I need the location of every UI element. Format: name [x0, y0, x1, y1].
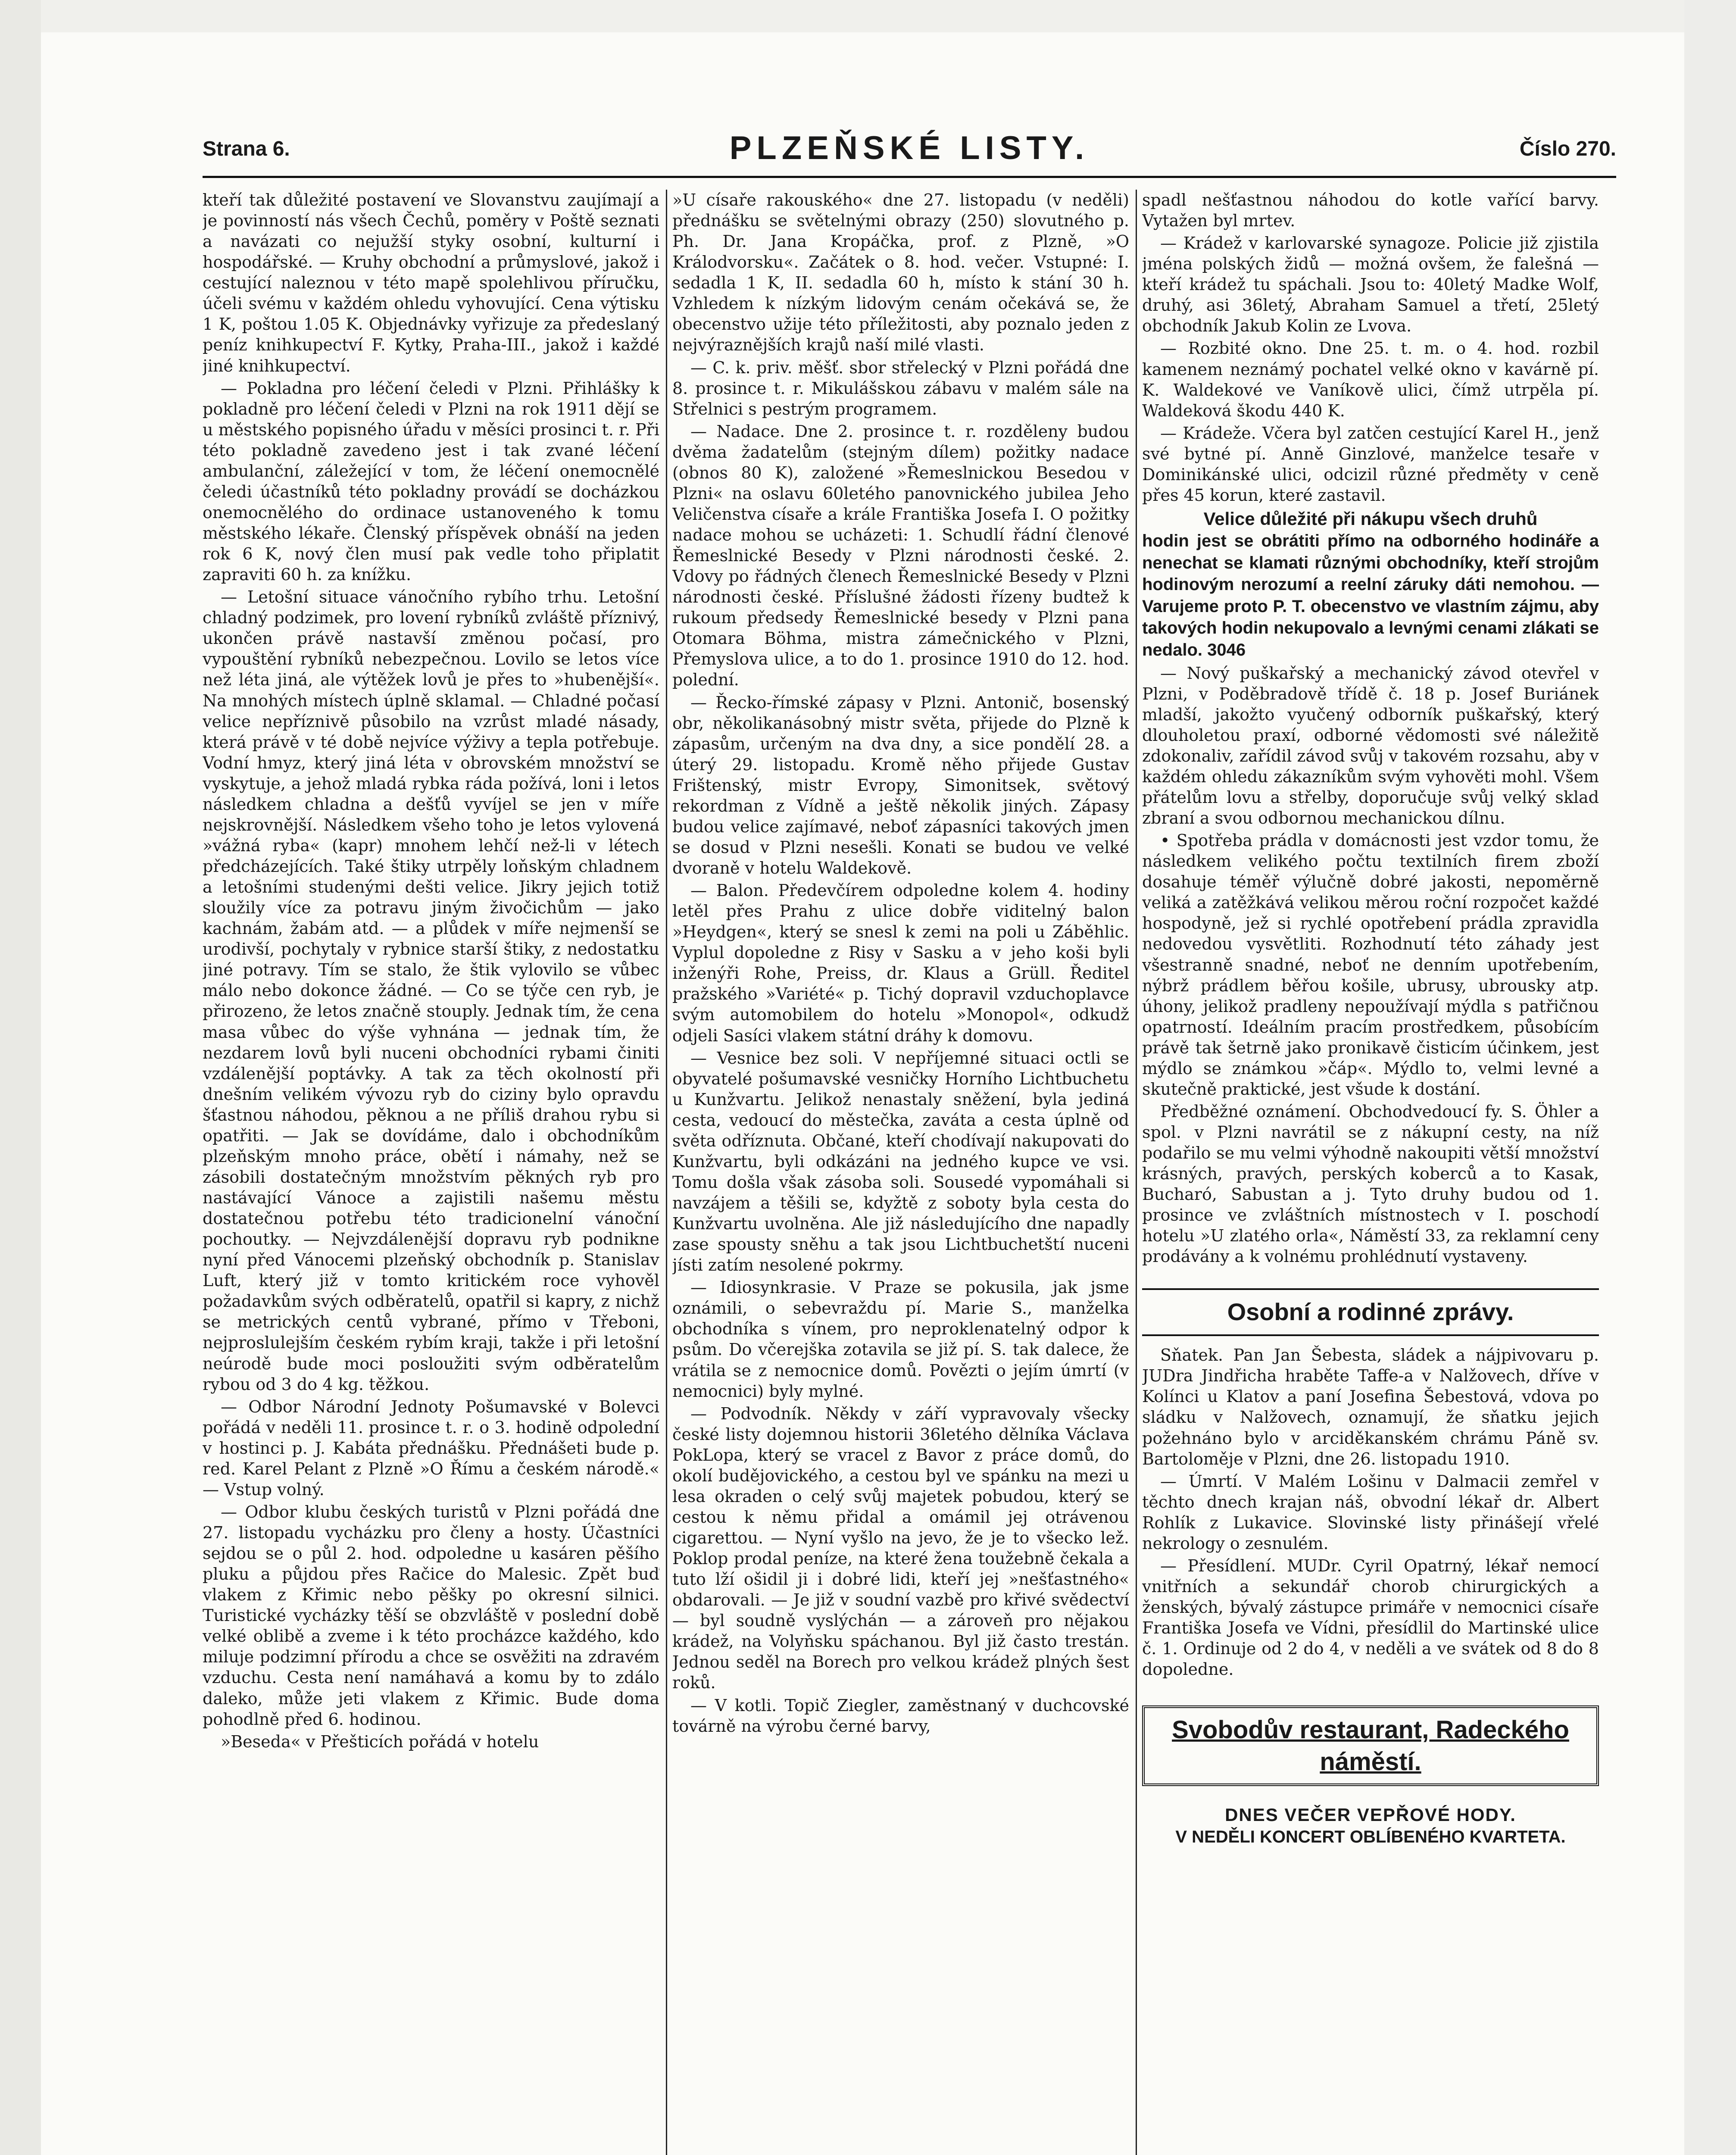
restaurant-advert-box [1142, 1705, 1599, 1786]
article-paragraph: Sňatek. Pan Jan Šebesta, sládek a nájpivovaru p. JUDra Jindřicha hraběte Taffe-a v Nalžovech, dříve v Kolínci u Klatov a paní Josefina Šebestová, vdova po sládku v Nalžovech, oznamují, že sňatku jejich požehnáno bylo v arciděkanském chrámu Páně sv. Bartoloměje v Plzni, dne 26. listopadu 1910. [1142, 1346, 1599, 1468]
article-paragraph: — Podvodník. Někdy v září vypravovaly všecky české listy dojemnou historii 36letého dělníka Václava PokLopa, který se vracel z Bavor z práce domů, do okolí budějovického, a cestou byl ve spánku na mezi u lesa okraden o celý svůj majetek pobudou, který se cestou k němu přidal a omámil jej otrávenou cigarettou. — Nyní vyšlo na jevo, že je to všecko lež. Poklop prodal peníze, na které žena toužebně čekala a tuto lží ošidil ji i dobré lidi, kteří jej »nešťastného« obdarovali. — Je již v soudní vazbě pro křivé svědectví — byl soudně vyslýchán — a zároveň pro nějakou krádež, na Volyňsku spáchanou. Byl již často trestán. Jednou seděl na Borech pro velkou krádež plných šest roků. [672, 1404, 1129, 1693]
article-paragraph: — Pokladna pro léčení čeledi v Plzni. Přihlášky k pokladně pro léčení čeledi v Plzni na rok 1911 dějí se u městského popisného úřadu v měsíci prosinci t. r. Při této pokladně zavedeno jest i tak zvané léčení ambulanční, záležející v tom, že léčení onemocnělé čeledi účastníků této pokladny provádí se docházkou onemocnělého do ordinace ustanoveného k tomu městského lékaře. Členský příspěvek obnáší na jeden rok 6 K, nový člen musí pak vedle toho připlatit zapraviti 60 h. za knížku. [203, 378, 659, 584]
article-paragraph: — C. k. priv. měšť. sbor střelecký v Plzni pořádá dne 8. prosince t. r. Mikulášskou zábavu v malém sále na Střelnici s pestrým programem. [672, 358, 1129, 419]
column-divider [666, 190, 667, 2155]
article-paragraph: — Úmrtí. V Malém Lošinu v Dalmacii zemřel v těchto dnech krajan náš, obvodní lékař dr. Albert Rohlík z Lukavice. Slovinské listy přinášejí vřelé nekrology o zesnulém. [1142, 1471, 1599, 1553]
advert-line: DNES VEČER VEPŘOVÉ HODY. [1225, 1804, 1516, 1825]
advert-body: hodin jest se obrátiti přímo na odborného hodináře a nenechat se klamati různými obchodníky, kteří strojům hodinovým nerozumí a reelní záruky dáti nemohou. — Varujeme proto P. T. obecenstvo ve vlastním zájmu, aby takových hodin nekupovalo a levnými cenami zlákati se nedalo. 3046 [1142, 531, 1599, 660]
issue-number: Číslo 270. [1519, 137, 1616, 160]
article-paragraph: — Nový puškařský a mechanický závod otevřel v Plzni, v Poděbradově třídě č. 18 p. Josef Buriánek mladší, jakožto vyučený odborník puškařský, který dlouholetou praxí, odborné vědomosti své náležitě zdokonaliv, zařídil závod svůj v takovém rozsahu, aby v každém ohledu zákazníkům svým vyhověti mohl. Všem přátelům lovu a střelby, doporučuje svůj velký sklad zbraní a svou odbornou mechanickou dílnu. [1142, 663, 1599, 828]
article-paragraph: — Balon. Předevčírem odpoledne kolem 4. hodiny letěl přes Prahu z ulice dobře viditelný balon »Heydgen«, který se snesl k zemi na poli u Záběhlic. Vyplul dopoledne z Risy v Sasku a v jeho koši byli inženýři Rohe, Preiss, dr. Klaus a Grüll. Ředitel pražského »Variété« p. Tichý dopravil vzduchoplavce svým automobilem do hotelu »Monopol«, odkudž odjeli Sasíci vlakem státní dráhy k domovu. [672, 881, 1129, 1045]
article-paragraph: — Idiosynkrasie. V Praze se pokusila, jak jsme oznámili, o sebevraždu pí. Marie S., manželka obchodníka s vínem, pro neproklenatelný odpor k psům. Do včerejška zotavila se již pí. S. tak dalece, že vrátila se z nemocnice domů. Povězti o jejím úmrtí (v nemocnici) byly mylné. [672, 1278, 1129, 1401]
page-header [203, 129, 1616, 177]
watchmaker-advert [1142, 507, 1599, 661]
article-paragraph: kteří tak důležité postavení ve Slovanstvu zaujímají a je povinností nás všech Čechů, poměry v Poště seznati a navázati co nejužší styky osobní, kulturní i hospodářské. — Kruhy obchodní a průmyslové, jakož i cestující naleznou v této mapě spolehlivou příručku, účeli svému v každém ohledu vyhovující. Cena výtisku 1 K, poštou 1.05 K. Objednávky vyřizuje za předeslaný peníz knihkupectví F. Kytky, Praha-III., jakož i každé jiné knihkupectví. [203, 191, 659, 375]
article-paragraph: — Přesídlení. MUDr. Cyril Opatrný, lékař nemocí vnitřních a sekundář chorob chirurgických a ženských, bývalý zástupce primáře v nemocnici císaře Františka Josefa ve Vídni, přesídlil do Martinské ulice č. 1. Ordinuje od 2 do 4, v neděli a ve svátek od 8 do 8 dopoledne. [1142, 1556, 1599, 1679]
article-paragraph: — V kotli. Topič Ziegler, zaměstnaný v duchcovské továrně na výrobu černé barvy, [672, 1696, 1129, 1736]
article-paragraph: »Beseda« v Přešticích pořádá v hotelu [221, 1732, 539, 1751]
scan-border-top [0, 0, 1736, 32]
article-paragraph: — Nadace. Dne 2. prosince t. r. rozděleny budou dvěma žadatelům (stejným dílem) požitky nadace (obnos 80 K), založené »Řemeslnickou Besedou v Plzni« na oslavu 60letého panovnického jubilea Jeho Veličenstva císaře a krále Františka Josefa I. O požitky nadace mohou se ucházeti: 1. Schudlí řádní členové Řemeslnické Besedy v Plzni národnosti české. 2. Vdovy po řádných členech Řemeslnické Besedy v Plzni národnosti české. Příslušné žádosti řízeny budtež k rukoum předsedy Řemeslnické besedy v Plzni pana Otomara Böhma, mistra zámečnického v Plzni, Přemyslova ulice, a to do 1. prosince 1910 do 12. hod. polední. [672, 422, 1129, 690]
article-paragraph: — Letošní situace vánočního rybího trhu. Letošní chladný podzimek, pro lovení rybníků zvláště příznivý, ukončen právě nastavší změnou počasí, pro vypouštění rybníků nebezpečnou. Lovilo se letos více než léta jiná, ale výtěžek lovů je přes to »hubenější«. Na mnohých místech úplně sklamal. — Chladné počasí velice nepříznivě působilo na vzrůst mladé násady, která právě v té době nejvíce výživy a tepla potřebuje. Vodní hmyz, který jiná léta v obrovském množství se vyskytuje, a jehož mladá rybka ráda požívá, loni i letos následkem chladna a dešťů vyvíjel se jen v míře nejskrovnější. Následkem všeho toho je letos vylovená »vážná ryba« (kapr) mnohem lehčí než-li v létech předcházejících. Také štiky utrpěly loňským chladnem a letošními studenými dešti velice. Jikry jejich totiž sloužily více za potravu jiným živočichům — jako kachnám, žabám atd. — a plůdek v míře nejmenší se urodivší, pochytaly v rybnice starší štiky, z nedostatku jiné potravy. Tím se stalo, že štik vylovilo se vůbec málo nebo dokonce žádné. — Co se týče cen ryb, je přirozeno, že letos značně stouply. Jednak tím, že cena masa vůbec do výše vyhnána — jednak tím, že nezdarem lovů byli nuceni obchodníci rybami činiti vzdálenější poptávky. A tak za těch okolností při dnešním velikém vývozu ryb do ciziny bylo opravdu šťastnou náhodou, pěknou a ne příliš drahou rybu si opatřiti. — Jak se dovídáme, dalo i obchodníkům plzeňským mnoho práce, obětí i námahy, než se zásobili dostatečným množstvím pěkných ryb pro nastávající Vánoce a zajistili našemu městu dostatečnou potřebu této tradicionelní vánoční pochoutky. — Nejvzdálenější dopravu ryb podnikne nyní před Vánocemi plzeňský obchodník p. Stanislav Luft, který již v tomto kritickém roce vyhověl požadavkům svých odběratelů, opatřil si kapry, z nichž se metrických centů vybrané, přímo v Třeboni, nejproslulejším českém rybím kraji, takže i při letošní neúrodě bude moci posloužiti svým odběratelům rybou od 3 do 4 kg. těžkou. [203, 587, 659, 1394]
column-3 [1142, 190, 1599, 2155]
article-paragraph: — Odbor klubu českých turistů v Plzni pořádá dne 27. listopadu vycházku pro členy a hosty. Účastníci sejdou se o půl 2. hod. odpoledne u kasáren pěšího pluku a půjdou přes Račice do Malesic. Zpět buď vlakem z Křimic nebo pěšky po okresní silnici. Turistické vycházky těší se obzvláště v poslední době velké oblibě a zveme i k této procházce každého, kdo miluje podzimní přírodu a chce se osvěžiti na zdravém vzduchu. Cesta není namáhavá a komu by to zdálo daleko, může jeti vlakem z Křimic. Bude doma pohodlně před 6. hodinou. [203, 1502, 659, 1729]
article-paragraph: Předběžné oznámení. Obchodvedoucí fy. S. Öhler a spol. v Plzni navrátil se z nákupní cesty, na níž podařilo se mu velmi výhodně nakoupiti větší množství krásných, pravých, perských koberců a to Kasak, Bucharó, Sabustan a j. Tyto druhy budou od 1. prosince ve zvláštních místnostech v I. poschodí hotelu »U zlatého orla«, Náměstí 33, za reklamní ceny prodávány a k volnému prohlédnutí vystaveny. [1142, 1102, 1599, 1266]
article-paragraph: — Rozbité okno. Dne 25. t. m. o 4. hod. rozbil kamenem neznámý pochatel velké okno v kavárně pí. K. Waldekové ve Vaníkově ulici, čímž utrpěla pí. Waldeková škodu 440 K. [1142, 339, 1599, 420]
article-paragraph: — Krádež v karlovarské synagoze. Policie již zjistila jména polských židů — možná ovšem, že falešná — kteří krádež tu spáchali. Jsou to: 40letý Madke Wolf, druhý, asi 36letý, Abraham Samuel a třetí, 25letý obchodník Jakub Kolin ze Lvova. [1142, 234, 1599, 336]
article-paragraph: — Vesnice bez soli. V nepříjemné situaci octli se obyvatelé pošumavské vesničky Horního Lichtbuchetu u Kunžvartu. Jelikož nenastaly sněžení, byla jediná cesta, vedoucí do městečka, zaváta a cesta úplně od světa odříznuta. Občané, kteří chodívají nakupovati do Kunžvartu, byli odkázáni na jedného kupce ve vsi. Tomu došla však zásoba soli. Sousedé vypomáhali si navzájem a těšili se, kdyžtě z soboty byla cesta do Kunžvartu uvolněna. Ale již následujícího dne napadly zase spousty sněhu a tak jsou Lichtbuchetští nuceni jísti zatím nesolené pokrmy. [672, 1048, 1129, 1275]
column-1 [203, 190, 659, 2155]
page-number: Strana 6. [203, 137, 290, 160]
section-heading: Osobní a rodinné zprávy. [1142, 1288, 1599, 1336]
column-divider [1136, 190, 1137, 2155]
article-paragraph: »U císaře rakouského« dne 27. listopadu (v neděli) přednášku se světelnými obrazy (250) slovutného p. Ph. Dr. Jana Kropáčka, prof. z Plzně, »O Králodvorsku«. Začátek o 8. hod. večer. Vstupné: I. sedadla 1 K, II. sedadla 60 h, místo k stání 30 h. Vzhledem k nízkým lidovým cenám očekává se, že obecenstvo užije této příležitosti, aby poznalo jeden z nejvýraznějších krajů naší milé vlasti. [672, 191, 1129, 355]
restaurant-name: Svobodův restaurant, Radeckého náměstí. [1172, 1716, 1569, 1776]
article-paragraph: — Krádeže. Včera byl zatčen cestující Karel H., jenž své bytné pí. Anně Ginzlové, manželce tesaře v Dominikánské ulici, odcizil různé předměty v ceně přes 45 korun, které zastavil. [1142, 423, 1599, 505]
article-paragraph: — Řecko-římské zápasy v Plzni. Antonič, bosenský obr, několikanásobný mistr světa, přijede do Plzně k zápasům, určeným na dva dny, a sice pondělí 28. a úterý 29. listopadu. Kromě něho přijede Gustav Frištenský, mistr Evropy, Simonitsek, světový rekordman z Vídně a ještě několik jiných. Zápasy budou velice zajímavé, neboť zápasníci takových jmen se dosud v Plzni nesešli. Konati se budou ve velké dvoraně v hotelu Waldekově. [672, 693, 1129, 878]
advert-line: V NEDĚLI KONCERT OBLÍBENÉHO KVARTETA. [1175, 1827, 1566, 1847]
advert-headline: Velice důležité při nákupu všech druhů [1203, 508, 1538, 529]
column-2 [672, 190, 1129, 2155]
article-paragraph: — Odbor Národní Jednoty Pošumavské v Bolevci pořádá v neděli 11. prosince t. r. o 3. hodině odpolední v hostinci p. J. Kabáta přednášku. Přednášeti bude p. red. Karel Pelant z Plzně »O Římu a českém národě.« — Vstup volný. [203, 1397, 659, 1499]
scan-border-left [0, 0, 41, 2155]
article-paragraph: spadl nešťastnou náhodou do kotle vařící barvy. Vytažen byl mrtev. [1142, 191, 1599, 231]
article-paragraph: • Spotřeba prádla v domácnosti jest vzdor tomu, že následkem velikého počtu textilních firem zboží dosahuje téměř výlučně dobré jakosti, nepoměrně veliká a zatěžkává velikou měrou roční rozpočet každé hospodyně, jež si rychlé opotřebení prádla zpravidla nedovedou vysvětliti. Rozhodnutí této záhady jest všestranně snadné, neboť ne denním upotřebením, nýbrž prádlem běřou košile, ubrusy, ubrousky atp. úhony, jelikož pradleny nepoužívají mýdla s patřičnou opatrností. Ideálním pracím prostředkem, působícím právě tak šetrně jako pronikavě čisticím účinkem, jest mýdlo se známkou »čáp«. Mýdlo to, velmi levné a skutečně praktické, jest všude k dostání. [1142, 831, 1599, 1099]
scan-border-right [1684, 0, 1736, 2155]
header-rule [203, 176, 1616, 178]
masthead-title: PLZEŇSKÉ LISTY. [729, 130, 1090, 166]
